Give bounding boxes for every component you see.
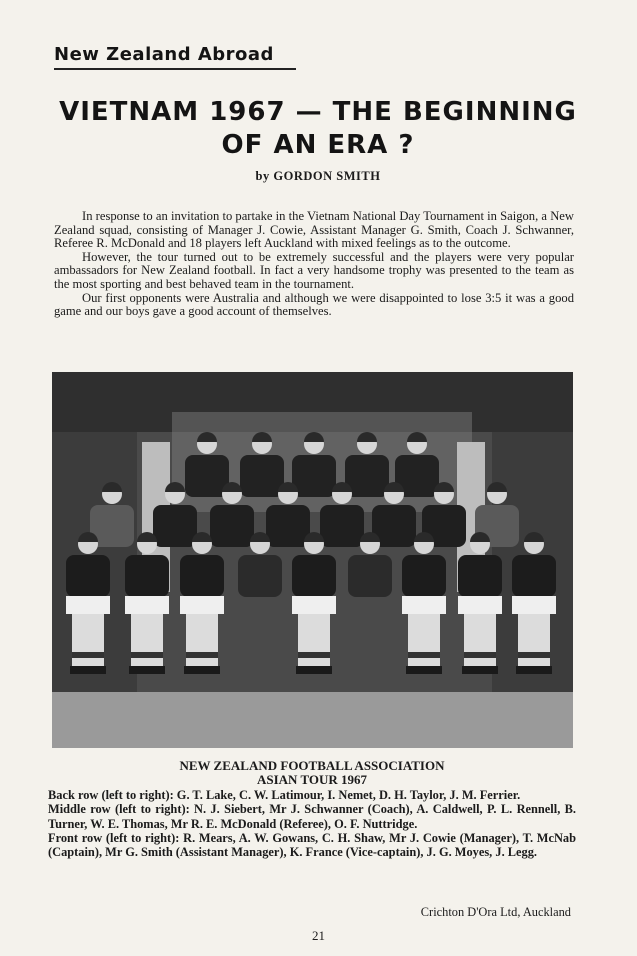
photo-credit: Crichton D'Ora Ltd, Auckland (420, 905, 571, 919)
article-body (54, 210, 574, 319)
team-photo-illustration (52, 372, 573, 748)
caption-heading-2: ASIAN TOUR 1967 (256, 772, 368, 788)
paragraph-2: However, the tour turned out to be extremely successful and the players were very popular ambassadors for New Zealand football. In fact a very handsome trophy was presented to the team as the most sporting and best behaved team in the tournament. (54, 249, 574, 291)
paragraph-1: In response to an invitation to partake in the Vietnam National Day Tournament in Saigon, a New Zealand squad, consisting of Manager J. Cowie, Assistant Manager G. Smith, Coach J. Schwanner, Referee R. McDonald and 18 players left Auckland with mixed feelings as to the outcome. (54, 209, 574, 251)
caption-heading-1: NEW ZEALAND FOOTBALL ASSOCIATION (179, 758, 445, 773)
section-label: New Zealand Abroad (54, 44, 296, 70)
page-number: 21 (312, 928, 325, 943)
title-line-1: VIETNAM 1967 — THE BEGINNING (59, 97, 577, 127)
team-photo (52, 372, 573, 748)
byline: by GORDON SMITH (255, 169, 381, 183)
title-line-2: OF AN ERA ? (221, 130, 415, 160)
caption-middle-row: Middle row (left to right): N. J. Siebert, Mr J. Schwanner (Coach), A. Caldwell, P. L. Rennell, B. Turner, W. E. Thomas, Mr R. E. McDonald (Referee), O. F. Nuttridge. (48, 802, 576, 831)
caption-front-row: Front row (left to right): R. Mears, A. W. Gowans, C. H. Shaw, Mr J. Cowie (Manager), T. McNab (Captain), Mr G. Smith (Assistant Manager), K. France (Vice-captain), J. G. Moyes, J. Legg. (48, 831, 576, 860)
photo-caption (48, 759, 576, 860)
caption-back-row: Back row (left to right): G. T. Lake, C. W. Latimour, I. Nemet, D. H. Taylor, J. M. Ferrier. (48, 787, 521, 802)
article-title (40, 96, 596, 162)
paragraph-3: Our first opponents were Australia and although we were disappointed to lose 3:5 it was a good game and our boys gave a good account of themselves. (54, 290, 574, 319)
